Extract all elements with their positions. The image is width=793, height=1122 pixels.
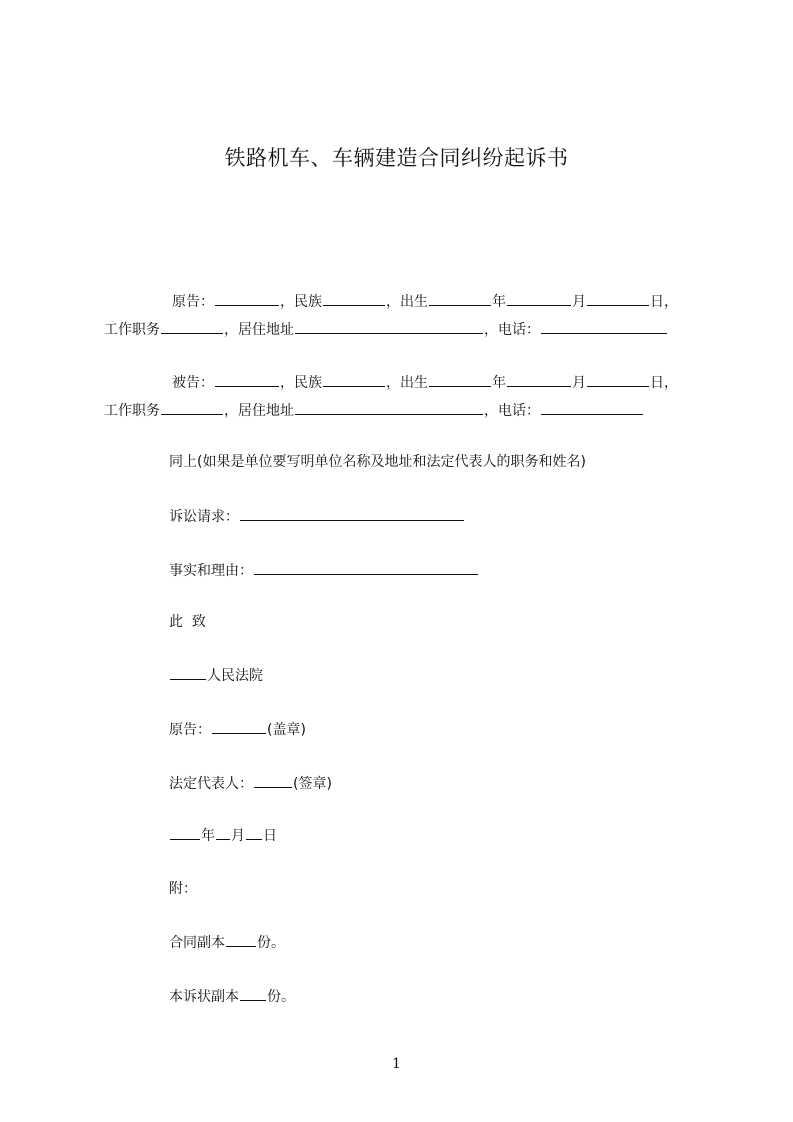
plaintiff-info-line-2: [104, 320, 668, 339]
complaint-copies-blank[interactable]: [240, 987, 266, 1001]
defendant-birth-month-blank[interactable]: [507, 373, 571, 387]
plaintiff-ethnicity-blank[interactable]: [323, 292, 385, 306]
contract-copies-blank[interactable]: [226, 933, 256, 947]
plaintiff-month-label: 月: [572, 294, 586, 310]
unit-note: 同上(如果是单位要写明单位名称及地址和法定代表人的职务和姓名): [169, 454, 586, 470]
plaintiff-phone-blank[interactable]: [541, 320, 667, 334]
defendant-phone-blank[interactable]: [541, 401, 643, 415]
attachments-label: 附：: [169, 881, 197, 897]
plaintiff-job-label: 工作职务: [104, 322, 160, 338]
defendant-birth-label: ，出生: [386, 375, 428, 391]
plaintiff-seal-label: (盖章): [267, 722, 306, 738]
defendant-info-line-2: [104, 401, 644, 420]
court-suffix: 人民法院: [207, 668, 263, 684]
date-line: [169, 826, 277, 845]
claims-line: [169, 507, 465, 526]
date-day-blank[interactable]: [246, 826, 262, 840]
defendant-info-line-1: [172, 373, 678, 392]
defendant-month-label: 月: [572, 375, 586, 391]
plaintiff-label: 原告：: [172, 294, 214, 310]
plaintiff-name-blank[interactable]: [215, 292, 279, 306]
plaintiff-info-line-1: [172, 292, 678, 311]
plaintiff-birth-month-blank[interactable]: [507, 292, 571, 306]
plaintiff-year-label: 年: [492, 294, 506, 310]
salutation: 此 致: [169, 614, 206, 630]
plaintiff-signature-blank[interactable]: [212, 720, 266, 734]
plaintiff-birth-year-blank[interactable]: [429, 292, 491, 306]
plaintiff-birth-day-blank[interactable]: [587, 292, 649, 306]
defendant-name-blank[interactable]: [215, 373, 279, 387]
facts-blank[interactable]: [254, 561, 478, 575]
facts-label: 事实和理由：: [169, 563, 253, 579]
document-title: 铁路机车、车辆建造合同纠纷起诉书: [224, 146, 569, 170]
plaintiff-job-blank[interactable]: [161, 320, 223, 334]
defendant-job-label: 工作职务: [104, 403, 160, 419]
defendant-label: 被告：: [172, 375, 214, 391]
legal-rep-label: 法定代表人：: [169, 776, 253, 792]
date-year-label: 年: [201, 828, 215, 844]
facts-line: [169, 561, 479, 580]
date-month-label: 月: [231, 828, 245, 844]
plaintiff-day-label: 日，: [650, 294, 678, 310]
defendant-birth-day-blank[interactable]: [587, 373, 649, 387]
date-year-blank[interactable]: [170, 826, 200, 840]
defendant-address-blank[interactable]: [295, 401, 483, 415]
legal-rep-line: [169, 774, 332, 793]
contract-copies-suffix: 份。: [257, 935, 285, 951]
court-line: [169, 666, 263, 685]
page-number: 1: [392, 1056, 401, 1072]
claims-label: 诉讼请求：: [169, 509, 239, 525]
defendant-address-label: ，居住地址: [224, 403, 294, 419]
plaintiff-signature-line: [169, 720, 306, 739]
defendant-year-label: 年: [492, 375, 506, 391]
plaintiff-phone-label: ，电话：: [484, 322, 540, 338]
defendant-day-label: 日，: [650, 375, 678, 391]
legal-rep-seal-label: (签章): [293, 776, 332, 792]
date-month-blank[interactable]: [216, 826, 230, 840]
plaintiff-ethnicity-label: ，民族: [280, 294, 322, 310]
legal-rep-blank[interactable]: [254, 774, 292, 788]
plaintiff-address-blank[interactable]: [295, 320, 483, 334]
defendant-ethnicity-label: ，民族: [280, 375, 322, 391]
plaintiff-address-label: ，居住地址: [224, 322, 294, 338]
sign-plaintiff-label: 原告：: [169, 722, 211, 738]
plaintiff-birth-label: ，出生: [386, 294, 428, 310]
defendant-phone-label: ，电话：: [484, 403, 540, 419]
defendant-job-blank[interactable]: [161, 401, 223, 415]
complaint-copies-suffix: 份。: [267, 989, 295, 1005]
court-name-blank[interactable]: [170, 666, 206, 680]
contract-copies-prefix: 合同副本: [169, 935, 225, 951]
contract-copies-line: [169, 933, 285, 952]
defendant-ethnicity-blank[interactable]: [323, 373, 385, 387]
complaint-copies-prefix: 本诉状副本: [169, 989, 239, 1005]
defendant-birth-year-blank[interactable]: [429, 373, 491, 387]
date-day-label: 日: [263, 828, 277, 844]
claims-blank[interactable]: [240, 507, 464, 521]
complaint-copies-line: [169, 987, 295, 1006]
